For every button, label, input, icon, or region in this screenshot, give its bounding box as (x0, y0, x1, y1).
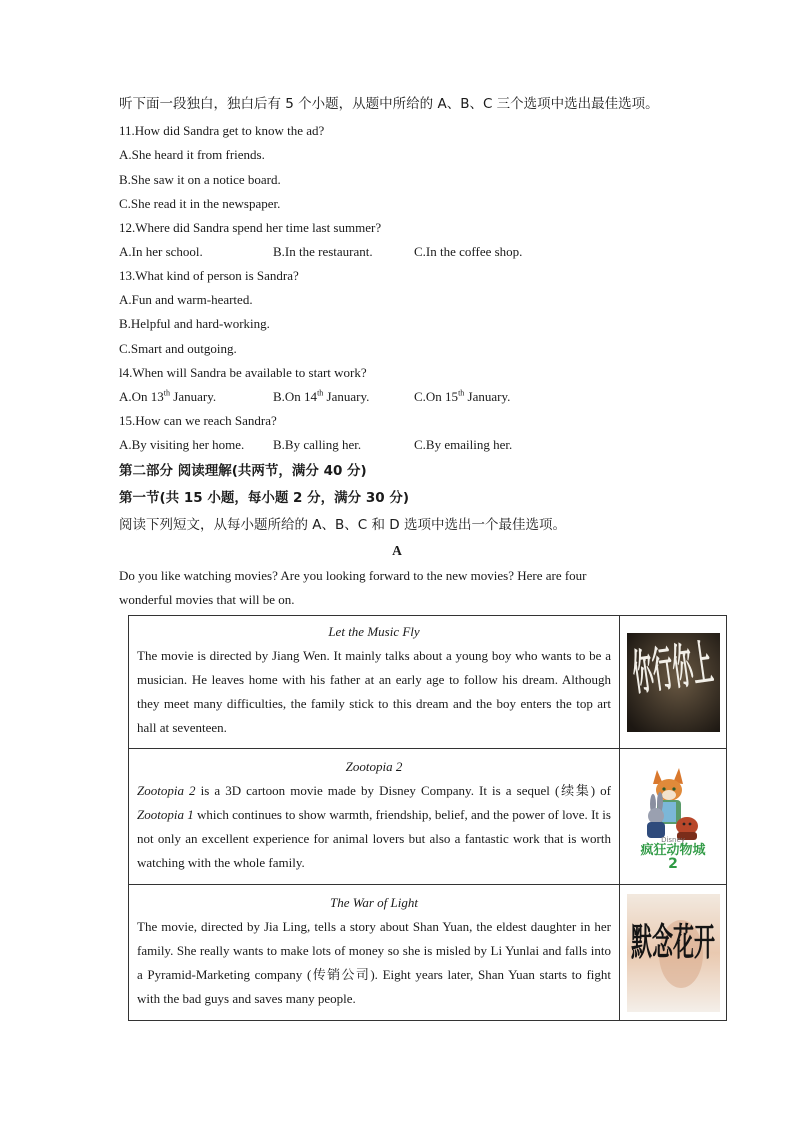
movie-title: Let the Music Fly (328, 624, 420, 639)
q11-option-b: B.She saw it on a notice board. (119, 172, 281, 187)
q14-option-b: B.On 14th January. (273, 388, 370, 404)
the-war-of-light-poster (627, 894, 720, 1012)
intro-line-1: Do you like watching movies? Are you looking forward to the new movies? Here are four (119, 568, 587, 583)
q14-option-a: A.On 13th January. (119, 388, 217, 404)
q13-option-c: C.Smart and outgoing. (119, 341, 237, 356)
question-14: l4.When will Sandra be available to start work? (119, 365, 367, 380)
q11-option-c: C.She read it in the newspaper. (119, 196, 281, 211)
poster-number: 2 (667, 855, 678, 872)
poster-title: 默念花开 (630, 920, 715, 965)
question-15: 15.How can we reach Sandra? (119, 413, 277, 428)
movie-poster-cell (620, 885, 727, 1021)
q11-option-a: A.She heard it from friends. (119, 147, 265, 162)
question-13: 13.What kind of person is Sandra? (119, 268, 299, 283)
q14-option-c: C.On 15th January. (414, 388, 511, 404)
part2-heading: 第二部分 阅读理解(共两节，满分 40 分) (119, 463, 367, 479)
movie-text-cell (129, 616, 620, 749)
q13-option-b: B.Helpful and hard-working. (119, 316, 270, 331)
movie-poster-cell (620, 749, 727, 885)
q12-option-b: B.In the restaurant. (273, 244, 373, 259)
movie-description: Zootopia 2 is a 3D cartoon movie made by Disney Company. It is a sequel (续集) of Zootopia 1 which continues to show warmth, friendship, belief, and the power of love. It is not only an excellent experience for animal lovers but also a fantastic work that is worth watching with the whole family. (137, 782, 611, 870)
disney-logo: Disney (660, 835, 685, 844)
movie-row (129, 616, 727, 749)
movie-description: The movie is directed by Jiang Wen. It mainly talks about a young boy who wants to be a musician. He leaves home with his father at an early age to follow his dream. Although they meet many difficulties, the family stick to this dream and the boy enters the top art hall at seventeen. (137, 648, 611, 735)
movie-text-cell (129, 885, 620, 1021)
movie-text-cell (129, 749, 620, 885)
poster-title-line-1: 你行你上 (628, 629, 756, 702)
q15-option-c: C.By emailing her. (414, 437, 513, 452)
zootopia-2-poster (627, 762, 720, 872)
movie-title: Zootopia 2 (345, 758, 403, 774)
listening-instruction: 听下面一段独白，独白后有 5 个小题，从题中所给的 A、B、C 三个选项中选出最佳选项。 (119, 96, 659, 112)
section1-heading: 第一节(共 15 小题，每小题 2 分，满分 30 分) (119, 490, 410, 506)
q12-option-a: A.In her school. (119, 244, 203, 259)
movie-row (129, 885, 727, 1021)
q15-option-b: B.By calling her. (273, 437, 362, 452)
q15-option-a: A.By visiting her home. (119, 437, 245, 452)
q13-option-a: A.Fun and warm-hearted. (119, 292, 253, 307)
let-the-music-fly-poster (627, 629, 756, 732)
movie-row (129, 749, 727, 885)
poster-title: 疯狂动物城 (639, 842, 706, 858)
q12-option-c: C.In the coffee shop. (414, 244, 523, 259)
movie-poster-cell (620, 616, 756, 749)
intro-line-2: wonderful movies that will be on. (119, 592, 295, 607)
question-12: 12.Where did Sandra spend her time last summer? (119, 220, 382, 235)
movie-description: The movie, directed by Jia Ling, tells a story about Shan Yuan, the eldest daughter in her family. She really wants to make lots of money so she is misled by Li Yunlai and falls into a Pyramid-Marketing company (传销公司). Eight years later, Shan Yuan starts to fight with the bad guys and saves many people. (137, 918, 611, 1006)
movie-table (128, 615, 756, 1021)
movie-title: The War of Light (329, 894, 418, 910)
question-11: 11.How did Sandra get to know the ad? (119, 123, 325, 138)
reading-instruction: 阅读下列短文，从每小题所给的 A、B、C 和 D 选项中选出一个最佳选项。 (119, 517, 566, 533)
passage-label: A (392, 543, 402, 558)
